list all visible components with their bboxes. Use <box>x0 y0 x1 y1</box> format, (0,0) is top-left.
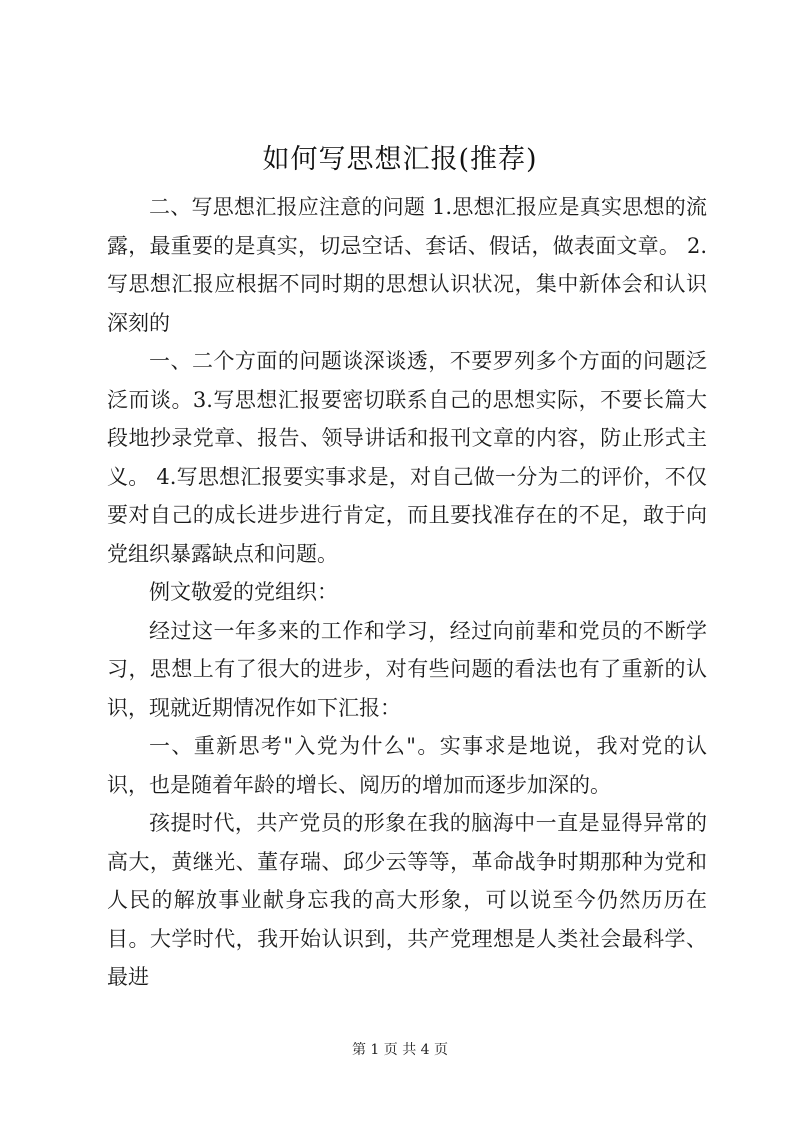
paragraph-2: 一、二个方面的问题谈深谈透，不要罗列多个方面的问题泛泛而谈。3.写思想汇报要密切联系自己的思想实际，不要长篇大段地抄录党章、报告、领导讲话和报刊文章的内容，防止形式主义。 4.写思想汇报要实事求是，对自己做一分为二的评价，不仅要对自己的成长进步进行肯定，而且要找准存在的不足，敢于向党组织暴露缺点和问题。 <box>107 349 707 566</box>
document-title: 如何写思想汇报(推荐) <box>262 144 538 175</box>
paragraph-4: 经过这一年多来的工作和学习，经过向前辈和党员的不断学习，思想上有了很大的进步，对有些问题的看法也有了重新的认识，现就近期情况作如下汇报： <box>107 618 707 720</box>
paragraph-5: 一、重新思考"入党为什么"。实事求是地说，我对党的认识，也是随着年龄的增长、阅历的增加而逐步加深的。 <box>107 734 707 797</box>
paragraph-3: 例文敬爱的党组织： <box>149 580 338 604</box>
paragraph-6: 孩提时代，共产党员的形象在我的脑海中一直是显得异常的高大，黄继光、董存瑞、邱少云等等，革命战争时期那种为党和人民的解放事业献身忘我的高大形象，可以说至今仍然历历在目。大学时代，我开始认识到，共产党理想是人类社会最科学、最进 <box>107 811 707 989</box>
page-number-footer: 第 1 页 共 4 页 <box>351 1042 449 1058</box>
document-body <box>107 188 707 997</box>
paragraph-1: 二、写思想汇报应注意的问题 1.思想汇报应是真实思想的流露，最重要的是真实，切忌空话、套话、假话，做表面文章。 2.写思想汇报应根据不同时期的思想认识状况，集中新体会和认识深刻的 <box>107 195 707 335</box>
